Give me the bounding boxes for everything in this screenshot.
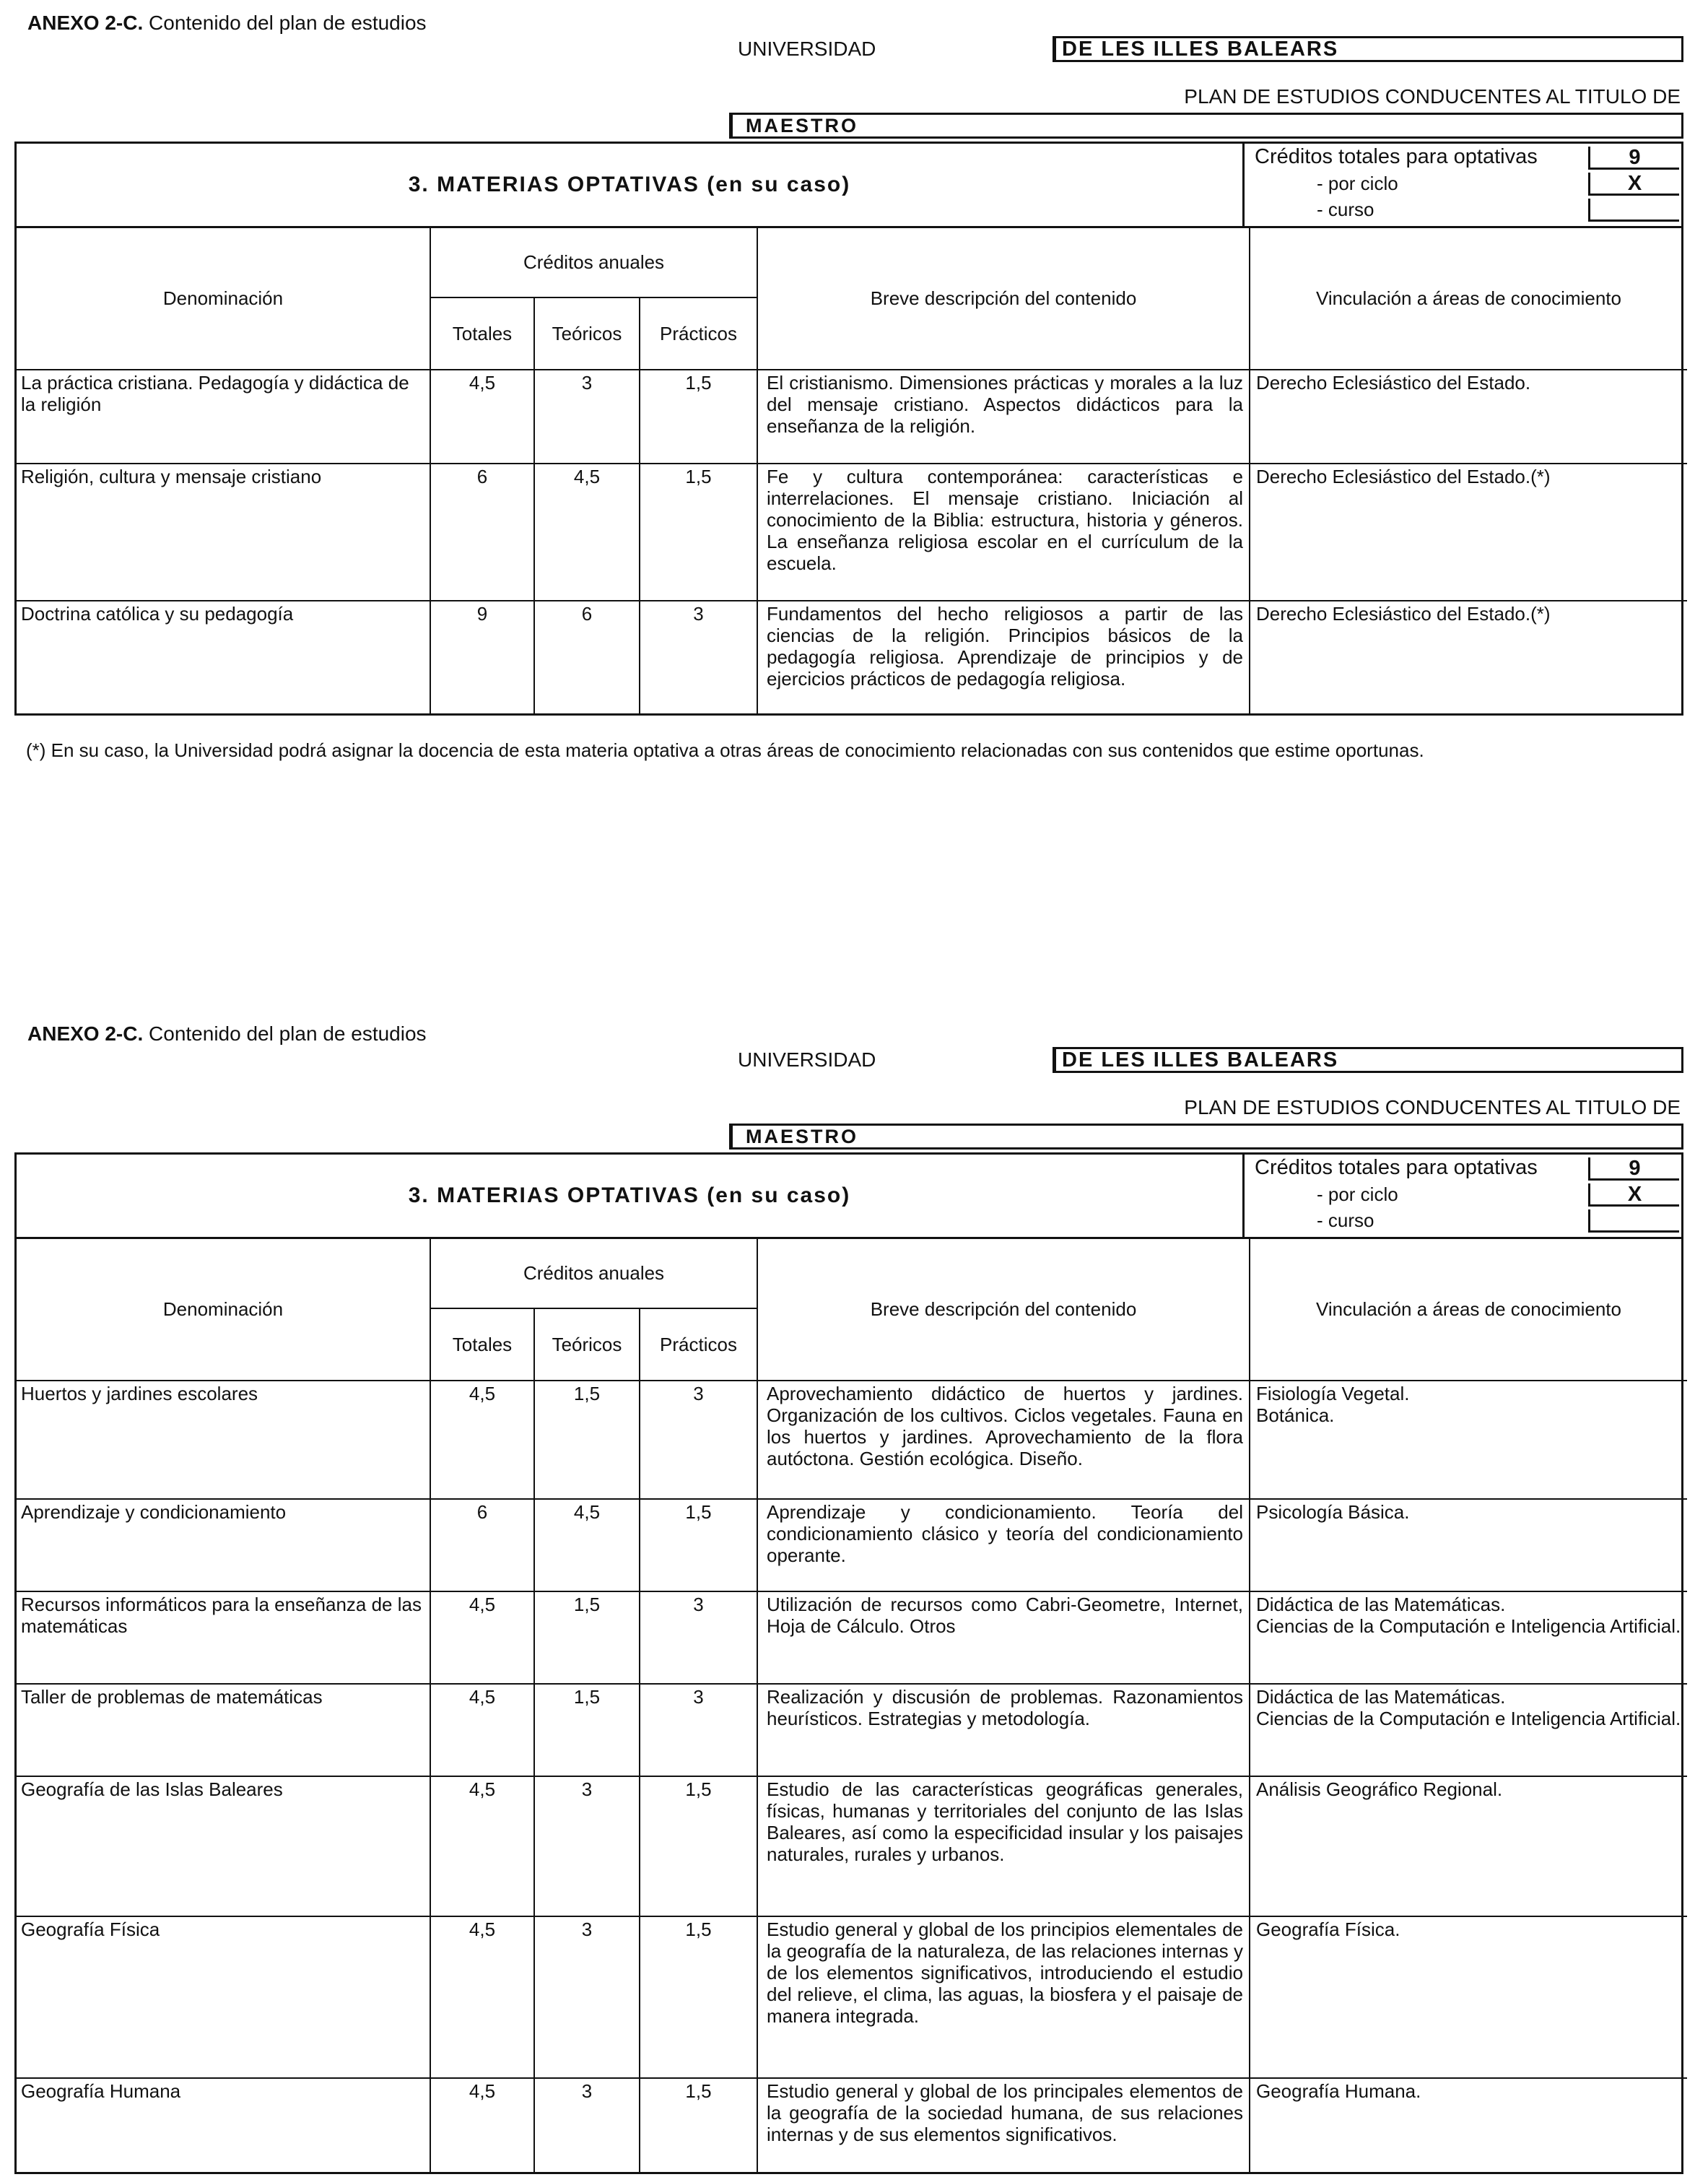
credits-practicos: 1,5 — [640, 370, 757, 464]
subject-name: Doctrina católica y su pedagogía — [17, 601, 430, 713]
subject-area: Psicología Básica. — [1250, 1499, 1687, 1591]
curso-label: - curso — [1317, 199, 1374, 220]
plan-label: PLAN DE ESTUDIOS CONDUCENTES AL TITULO DE — [1184, 1096, 1681, 1118]
footnote: (*) En su caso, la Universidad podrá asignar la docencia de esta materia optativa a otras áreas de conocimiento relacionadas con sus contenidos que estime oportunas. — [26, 739, 1424, 761]
col-header-vinculacion: Vinculación a áreas de conocimiento — [1250, 1239, 1687, 1381]
optativas-table-frame — [14, 1152, 1683, 2174]
credits-summary — [1242, 144, 1683, 226]
credits-practicos: 1,5 — [640, 1776, 757, 1916]
subject-area: Didáctica de las Matemáticas. Ciencias de la Computación e Inteligencia Artificial. — [1250, 1591, 1687, 1684]
credits-teoricos: 4,5 — [534, 1499, 640, 1591]
subject-area: Análisis Geográfico Regional. — [1250, 1776, 1687, 1916]
por-ciclo-label: - por ciclo — [1317, 173, 1398, 194]
subjects-table-1 — [17, 228, 1687, 713]
table-row — [17, 1776, 1687, 1916]
subjects-table-2 — [17, 1239, 1687, 2172]
credits-practicos: 1,5 — [640, 1916, 757, 2078]
subject-description: Aprovechamiento didáctico de huertos y jardines. Organización de los cultivos. Ciclos vegetales. Fauna en los huertos y jardines. Aprovechamiento de la flora autóctona. Gestión ecológica. Diseño. — [757, 1381, 1250, 1499]
universidad-label: UNIVERSIDAD — [738, 38, 876, 60]
col-header-practicos: Prácticos — [640, 297, 757, 370]
col-header-descripcion: Breve descripción del contenido — [757, 1239, 1250, 1381]
subject-name: Recursos informáticos para la enseñanza de las matemáticas — [17, 1591, 430, 1684]
credits-practicos: 3 — [640, 1591, 757, 1684]
subject-description: Utilización de recursos como Cabri-Geometre, Internet, Hoja de Cálculo. Otros — [757, 1591, 1250, 1684]
curso-label: - curso — [1317, 1209, 1374, 1231]
credits-totales: 4,5 — [430, 1591, 534, 1684]
credits-totales: 6 — [430, 1499, 534, 1591]
credits-total-value: 9 — [1588, 147, 1679, 170]
subject-description: Realización y discusión de problemas. Razonamientos heurísticos. Estrategias y metodología. — [757, 1684, 1250, 1776]
credits-teoricos: 3 — [534, 2078, 640, 2172]
credits-teoricos: 3 — [534, 1776, 640, 1916]
table-row — [17, 601, 1687, 713]
credits-totales: 4,5 — [430, 1684, 534, 1776]
subject-name: Geografía Física — [17, 1916, 430, 2078]
subject-description: Fe y cultura contemporánea: características e interrelaciones. El mensaje cristiano. Iniciación al conocimiento de la Biblia: estructura, historia y géneros. La enseñanza religiosa escolar en el currículum de la escuela. — [757, 464, 1250, 601]
subject-area: Derecho Eclesiástico del Estado.(*) — [1250, 464, 1687, 601]
col-header-totales: Totales — [430, 297, 534, 370]
subject-description: Estudio de las características geográficas generales, físicas, humanas y territoriales del conjunto de las Islas Baleares, así como la especificidad insular y los paisajes naturales, rurales y urbanos. — [757, 1776, 1250, 1916]
subject-description: Estudio general y global de los principales elementos de la geografía de la sociedad humana, de sus relaciones internas y de sus elementos significativos. — [757, 2078, 1250, 2172]
table-row — [17, 1381, 1687, 1499]
section-title: 3. MATERIAS OPTATIVAS (en su caso) — [408, 1183, 851, 1207]
credits-totales: 4,5 — [430, 1916, 534, 2078]
universidad-name-box: DE LES ILLES BALEARS — [1053, 1047, 1683, 1073]
table-row — [17, 2078, 1687, 2172]
credits-teoricos: 1,5 — [534, 1684, 640, 1776]
credits-teoricos: 1,5 — [534, 1591, 640, 1684]
table-row — [17, 1591, 1687, 1684]
col-header-teoricos: Teóricos — [534, 297, 640, 370]
subject-area: Derecho Eclesiástico del Estado. — [1250, 370, 1687, 464]
credits-totales: 6 — [430, 464, 534, 601]
credits-practicos: 3 — [640, 601, 757, 713]
credits-total-label: Créditos totales para optativas — [1255, 145, 1538, 168]
curso-value — [1588, 199, 1679, 222]
anexo-title: ANEXO 2-C. Contenido del plan de estudios — [27, 12, 427, 34]
universidad-name-box: DE LES ILLES BALEARS — [1053, 36, 1683, 62]
subject-name: Geografía Humana — [17, 2078, 430, 2172]
curso-value — [1588, 1209, 1679, 1233]
subject-name: Huertos y jardines escolares — [17, 1381, 430, 1499]
table-row — [17, 1916, 1687, 2078]
subject-name: Aprendizaje y condicionamiento — [17, 1499, 430, 1591]
anexo-title: ANEXO 2-C. Contenido del plan de estudios — [27, 1022, 427, 1045]
credits-teoricos: 1,5 — [534, 1381, 640, 1499]
col-header-denominacion: Denominación — [17, 1239, 430, 1381]
subject-description: Fundamentos del hecho religiosos a partir de las ciencias de la religión. Principios básicos de la pedagogía religiosa. Aprendizaje de principios y de ejercicios prácticos de pedagogía religiosa. — [757, 601, 1250, 713]
credits-practicos: 1,5 — [640, 2078, 757, 2172]
subject-name: La práctica cristiana. Pedagogía y didáctica de la religión — [17, 370, 430, 464]
titulo-box: MAESTRO — [729, 1124, 1683, 1150]
col-header-denominacion: Denominación — [17, 228, 430, 370]
credits-practicos: 3 — [640, 1684, 757, 1776]
plan-label: PLAN DE ESTUDIOS CONDUCENTES AL TITULO DE — [1184, 85, 1681, 108]
section-header-row — [17, 144, 1681, 228]
credits-totales: 9 — [430, 601, 534, 713]
credits-teoricos: 3 — [534, 1916, 640, 2078]
subject-area: Didáctica de las Matemáticas. Ciencias de la Computación e Inteligencia Artificial. — [1250, 1684, 1687, 1776]
col-header-vinculacion: Vinculación a áreas de conocimiento — [1250, 228, 1687, 370]
subject-description: El cristianismo. Dimensiones prácticas y morales a la luz del mensaje cristiano. Aspectos didácticos para la enseñanza de la religión. — [757, 370, 1250, 464]
credits-totales: 4,5 — [430, 2078, 534, 2172]
subject-description: Aprendizaje y condicionamiento. Teoría del condicionamiento clásico y teoría del condicionamiento operante. — [757, 1499, 1250, 1591]
col-header-teoricos: Teóricos — [534, 1308, 640, 1381]
credits-teoricos: 6 — [534, 601, 640, 713]
credits-practicos: 3 — [640, 1381, 757, 1499]
subject-area: Fisiología Vegetal. Botánica. — [1250, 1381, 1687, 1499]
table-row — [17, 1684, 1687, 1776]
credits-totales: 4,5 — [430, 1381, 534, 1499]
credits-summary — [1242, 1155, 1683, 1237]
credits-practicos: 1,5 — [640, 464, 757, 601]
table-row — [17, 370, 1687, 464]
credits-totales: 4,5 — [430, 370, 534, 464]
col-header-descripcion: Breve descripción del contenido — [757, 228, 1250, 370]
col-header-creditos: Créditos anuales — [430, 1239, 757, 1308]
subject-name: Religión, cultura y mensaje cristiano — [17, 464, 430, 601]
col-header-totales: Totales — [430, 1308, 534, 1381]
por-ciclo-value: X — [1588, 1183, 1679, 1207]
table-row — [17, 464, 1687, 601]
subject-area: Derecho Eclesiástico del Estado.(*) — [1250, 601, 1687, 713]
subject-description: Estudio general y global de los principios elementales de la geografía de la naturaleza, de las relaciones internas y de los elementos significativos, introduciendo el estudio del relieve, el clima, las aguas, la biosfera y el paisaje de manera integrada. — [757, 1916, 1250, 2078]
subject-area: Geografía Física. — [1250, 1916, 1687, 2078]
credits-practicos: 1,5 — [640, 1499, 757, 1591]
table-row — [17, 1499, 1687, 1591]
col-header-creditos: Créditos anuales — [430, 228, 757, 297]
section-header-row — [17, 1155, 1681, 1239]
por-ciclo-value: X — [1588, 173, 1679, 196]
subject-name: Geografía de las Islas Baleares — [17, 1776, 430, 1916]
col-header-practicos: Prácticos — [640, 1308, 757, 1381]
section-title: 3. MATERIAS OPTATIVAS (en su caso) — [408, 173, 851, 196]
optativas-table-frame — [14, 142, 1683, 716]
universidad-label: UNIVERSIDAD — [738, 1048, 876, 1071]
subject-name: Taller de problemas de matemáticas — [17, 1684, 430, 1776]
credits-total-label: Créditos totales para optativas — [1255, 1156, 1538, 1179]
por-ciclo-label: - por ciclo — [1317, 1183, 1398, 1205]
credits-teoricos: 4,5 — [534, 464, 640, 601]
subject-area: Geografía Humana. — [1250, 2078, 1687, 2172]
titulo-box: MAESTRO — [729, 113, 1683, 139]
credits-totales: 4,5 — [430, 1776, 534, 1916]
credits-total-value: 9 — [1588, 1157, 1679, 1181]
credits-teoricos: 3 — [534, 370, 640, 464]
